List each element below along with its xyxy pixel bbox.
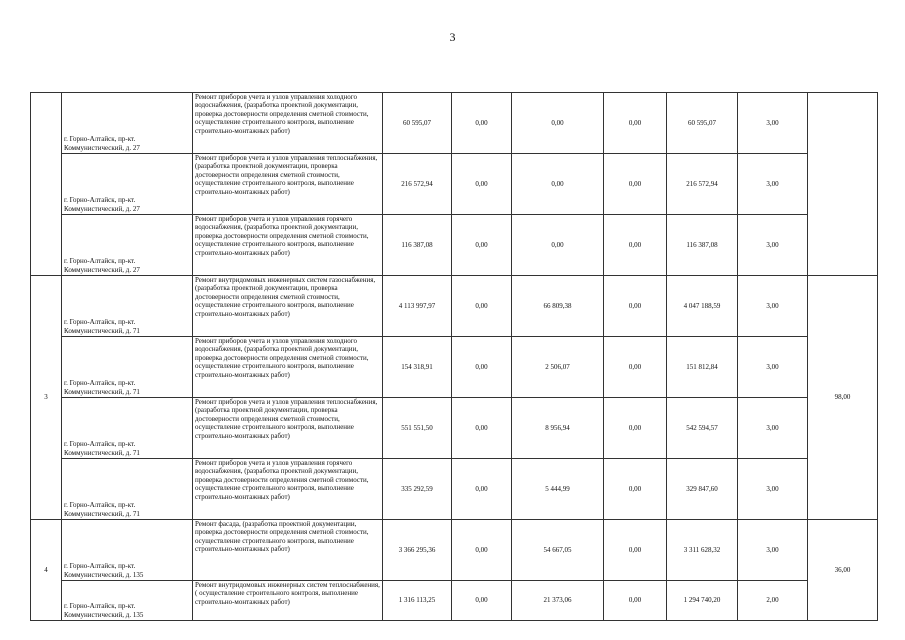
total-cost-cell: 116 387,08 [383, 215, 452, 276]
cost-cell: 8 956,94 [512, 398, 604, 459]
cost-cell: 0,00 [452, 215, 512, 276]
cost-cell: 0,00 [604, 215, 667, 276]
address-cell: г. Горно-Алтайск, пр-кт. Коммунистический, д. 71 [62, 276, 193, 337]
work-description-cell: Ремонт приборов учета и узлов управления холодного водоснабжения, (разработка проектной документации, проверка достоверности определения сметной стоимости, осуществление строительного контроля, выполнение строительно-монтажных работ) [193, 93, 383, 154]
cost-cell: 0,00 [604, 337, 667, 398]
cost-cell: 2 506,07 [512, 337, 604, 398]
row-number-cell: 3 [31, 276, 62, 520]
cost-cell: 216 572,94 [667, 154, 738, 215]
address-cell: г. Горно-Алтайск, пр-кт. Коммунистический, д. 27 [62, 93, 193, 154]
work-description-cell: Ремонт внутридомовых инженерных систем газоснабжения, (разработка проектной документации, проверка достоверности определения сметной стоимости, осуществление строительного контроля, выполнение строительно-монтажных работ) [193, 276, 383, 337]
cost-cell: 542 594,57 [667, 398, 738, 459]
group-total-cell [808, 93, 878, 276]
group-total-cell: 36,00 [808, 520, 878, 621]
cost-cell: 0,00 [452, 154, 512, 215]
term-cell: 3,00 [738, 459, 808, 520]
term-cell: 2,00 [738, 581, 808, 621]
table-row [31, 215, 878, 276]
term-cell: 3,00 [738, 276, 808, 337]
cost-cell: 329 847,60 [667, 459, 738, 520]
total-cost-cell: 154 318,91 [383, 337, 452, 398]
work-description-cell: Ремонт приборов учета и узлов управления горячего водоснабжения, (разработка проектной документации, проверка достоверности определения сметной стоимости, осуществление строительного контроля, выполнение строительно-монтажных работ) [193, 459, 383, 520]
cost-cell: 0,00 [512, 215, 604, 276]
table-row [31, 93, 878, 154]
table-row [31, 337, 878, 398]
term-cell: 3,00 [738, 337, 808, 398]
total-cost-cell: 216 572,94 [383, 154, 452, 215]
cost-cell: 3 311 628,32 [667, 520, 738, 581]
cost-cell: 0,00 [604, 581, 667, 621]
table-row [31, 459, 878, 520]
total-cost-cell: 1 316 113,25 [383, 581, 452, 621]
cost-cell: 5 444,99 [512, 459, 604, 520]
cost-cell: 4 047 188,59 [667, 276, 738, 337]
cost-cell: 0,00 [604, 459, 667, 520]
work-description-cell: Ремонт внутридомовых инженерных систем теплоснабжения, ( осуществление строительного контроля, выполнение строительно-монтажных работ) [193, 581, 383, 621]
cost-cell: 0,00 [452, 520, 512, 581]
table-row [31, 398, 878, 459]
term-cell: 3,00 [738, 215, 808, 276]
cost-cell: 151 812,84 [667, 337, 738, 398]
address-cell: г. Горно-Алтайск, пр-кт. Коммунистический, д. 71 [62, 398, 193, 459]
cost-cell: 116 387,08 [667, 215, 738, 276]
term-cell: 3,00 [738, 520, 808, 581]
page-number: 3 [449, 30, 456, 44]
cost-cell: 0,00 [604, 154, 667, 215]
address-cell: г. Горно-Алтайск, пр-кт. Коммунистический, д. 27 [62, 154, 193, 215]
work-description-cell: Ремонт фасада, (разработка проектной документации, проверка достоверности определения сметной стоимости, осуществление строительного контроля, выполнение строительно-монтажных работ) [193, 520, 383, 581]
total-cost-cell: 4 113 997,97 [383, 276, 452, 337]
group-total-cell: 98,00 [808, 276, 878, 520]
table-row [31, 581, 878, 621]
work-description-cell: Ремонт приборов учета и узлов управления горячего водоснабжения, (разработка проектной документации, проверка достоверности определения сметной стоимости, осуществление строительного контроля, выполнение строительно-монтажных работ) [193, 215, 383, 276]
cost-cell: 0,00 [452, 581, 512, 621]
work-description-cell: Ремонт приборов учета и узлов управления теплоснабжения, (разработка проектной документации, проверка достоверности определения сметной стоимости, осуществление строительного контроля, выполнение строительно-монтажных работ) [193, 154, 383, 215]
cost-cell: 1 294 740,20 [667, 581, 738, 621]
row-number-cell [31, 93, 62, 276]
cost-cell: 0,00 [452, 459, 512, 520]
term-cell: 3,00 [738, 93, 808, 154]
term-cell: 3,00 [738, 398, 808, 459]
address-cell: г. Горно-Алтайск, пр-кт. Коммунистический, д. 27 [62, 215, 193, 276]
cost-cell: 0,00 [512, 154, 604, 215]
cost-cell: 0,00 [452, 398, 512, 459]
total-cost-cell: 551 551,50 [383, 398, 452, 459]
cost-cell: 0,00 [604, 520, 667, 581]
work-description-cell: Ремонт приборов учета и узлов управления холодного водоснабжения, (разработка проектной документации, проверка достоверности определения сметной стоимости, осуществление строительного контроля, выполнение строительно-монтажных работ) [193, 337, 383, 398]
total-cost-cell: 60 595,07 [383, 93, 452, 154]
cost-cell: 0,00 [604, 93, 667, 154]
total-cost-cell: 3 366 295,36 [383, 520, 452, 581]
cost-cell: 0,00 [512, 93, 604, 154]
total-cost-cell: 335 292,59 [383, 459, 452, 520]
address-cell: г. Горно-Алтайск, пр-кт. Коммунистический, д. 71 [62, 459, 193, 520]
address-cell: г. Горно-Алтайск, пр-кт. Коммунистический, д. 135 [62, 581, 193, 621]
cost-cell: 54 667,05 [512, 520, 604, 581]
cost-cell: 60 595,07 [667, 93, 738, 154]
row-number-cell: 4 [31, 520, 62, 621]
cost-cell: 0,00 [452, 337, 512, 398]
table-row [31, 154, 878, 215]
cost-cell: 0,00 [452, 93, 512, 154]
cost-cell: 0,00 [452, 276, 512, 337]
term-cell: 3,00 [738, 154, 808, 215]
work-description-cell: Ремонт приборов учета и узлов управления теплоснабжения, (разработка проектной документации, проверка достоверности определения сметной стоимости, осуществление строительного контроля, выполнение строительно-монтажных работ) [193, 398, 383, 459]
cost-cell: 0,00 [604, 398, 667, 459]
capital-repair-table [30, 92, 878, 621]
address-cell: г. Горно-Алтайск, пр-кт. Коммунистический, д. 135 [62, 520, 193, 581]
cost-cell: 21 373,06 [512, 581, 604, 621]
cost-cell: 0,00 [604, 276, 667, 337]
table-body [31, 93, 878, 621]
address-cell: г. Горно-Алтайск, пр-кт. Коммунистический, д. 71 [62, 337, 193, 398]
cost-cell: 66 809,38 [512, 276, 604, 337]
table-row [31, 276, 878, 337]
table-row [31, 520, 878, 581]
